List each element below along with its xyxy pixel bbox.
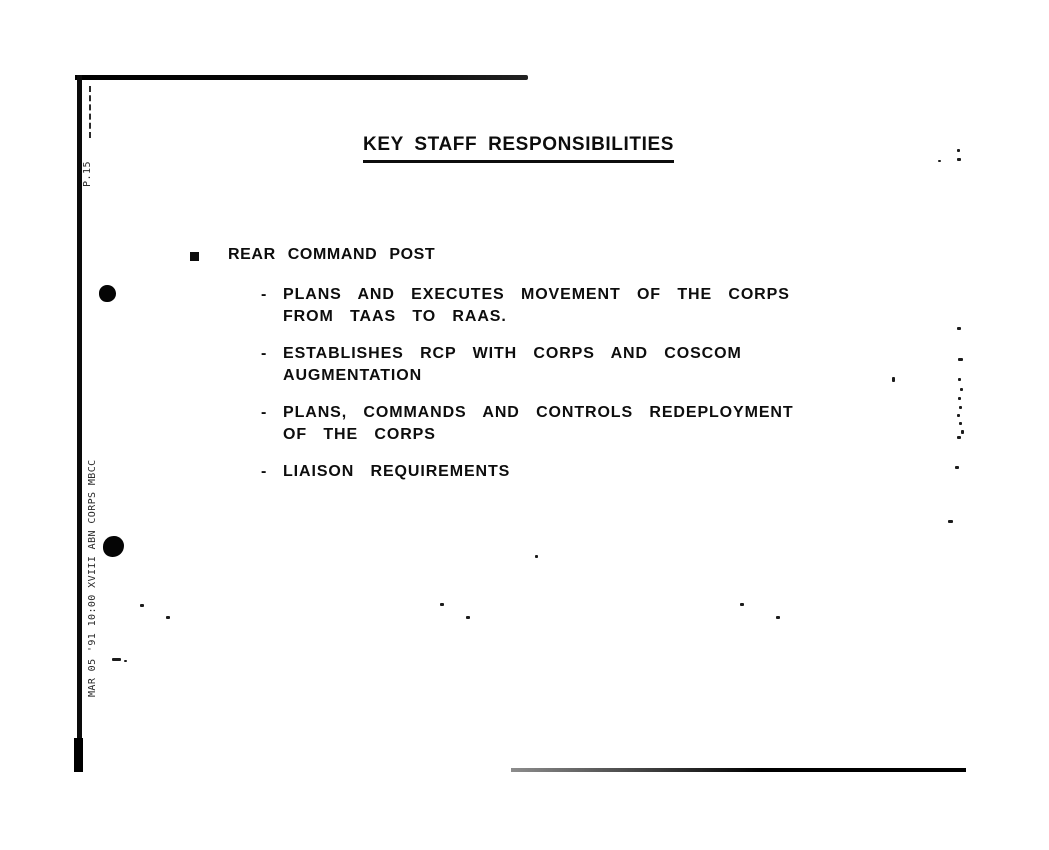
dash-bullet-icon: - — [261, 345, 268, 362]
fax-page-number: P.15 — [82, 160, 93, 187]
scan-speckle — [961, 430, 964, 434]
scan-speckle — [959, 406, 962, 409]
scan-speckle — [892, 377, 895, 382]
scan-speckle — [112, 658, 121, 661]
list-item-line: PLANS, COMMANDS AND CONTROLS REDEPLOYMENT — [283, 404, 794, 421]
list-item — [261, 284, 901, 328]
dash-bullet-icon: - — [261, 404, 268, 421]
scan-speckle — [776, 616, 780, 619]
scan-speckle — [958, 358, 963, 361]
page-border-top — [75, 75, 528, 80]
scan-speckle — [957, 149, 960, 152]
list-item — [261, 402, 901, 446]
list-item-line: PLANS AND EXECUTES MOVEMENT OF THE CORPS — [283, 286, 790, 303]
list-item-line: LIAISON REQUIREMENTS — [283, 463, 511, 480]
scan-speckle — [938, 160, 941, 162]
margin-dashed-line — [89, 86, 91, 138]
page-border-left-foot — [74, 738, 83, 772]
dash-bullet-icon: - — [261, 286, 268, 303]
scan-speckle — [958, 378, 961, 381]
scan-speckle — [166, 616, 170, 619]
scan-speckle — [960, 388, 963, 391]
page-title: KEY STAFF RESPONSIBILITIES — [363, 134, 674, 163]
scan-speckle — [955, 466, 959, 469]
square-bullet-icon — [190, 252, 199, 261]
scan-speckle — [957, 327, 961, 330]
list-item-line: ESTABLISHES RCP WITH CORPS AND COSCOM — [283, 345, 742, 362]
scan-speckle — [466, 616, 470, 619]
hole-punch-mark — [99, 285, 116, 302]
list-item-line: FROM TAAS TO RAAS. — [283, 308, 507, 325]
scan-speckle — [957, 158, 961, 161]
dash-bullet-icon: - — [261, 463, 268, 480]
scan-speckle — [140, 604, 144, 607]
section-heading — [190, 246, 435, 264]
page-border-bottom — [511, 768, 966, 772]
section-heading-label: REAR COMMAND POST — [228, 246, 436, 263]
fax-timestamp-header: MAR 05 '91 10:00 XVIII ABN CORPS MBCC — [87, 459, 98, 697]
scan-speckle — [959, 422, 962, 425]
list-item — [261, 461, 901, 483]
scan-speckle — [440, 603, 444, 606]
hole-punch-mark — [103, 536, 124, 557]
list-item-line: AUGMENTATION — [283, 367, 423, 384]
bullet-list — [261, 284, 901, 498]
scan-speckle — [124, 660, 127, 662]
scan-speckle — [535, 555, 538, 558]
list-item — [261, 343, 901, 387]
scan-speckle — [948, 520, 953, 523]
scan-speckle — [740, 603, 744, 606]
list-item-line: OF THE CORPS — [283, 426, 436, 443]
scan-speckle — [957, 414, 960, 417]
scan-speckle — [958, 397, 961, 400]
scan-speckle — [957, 436, 961, 439]
